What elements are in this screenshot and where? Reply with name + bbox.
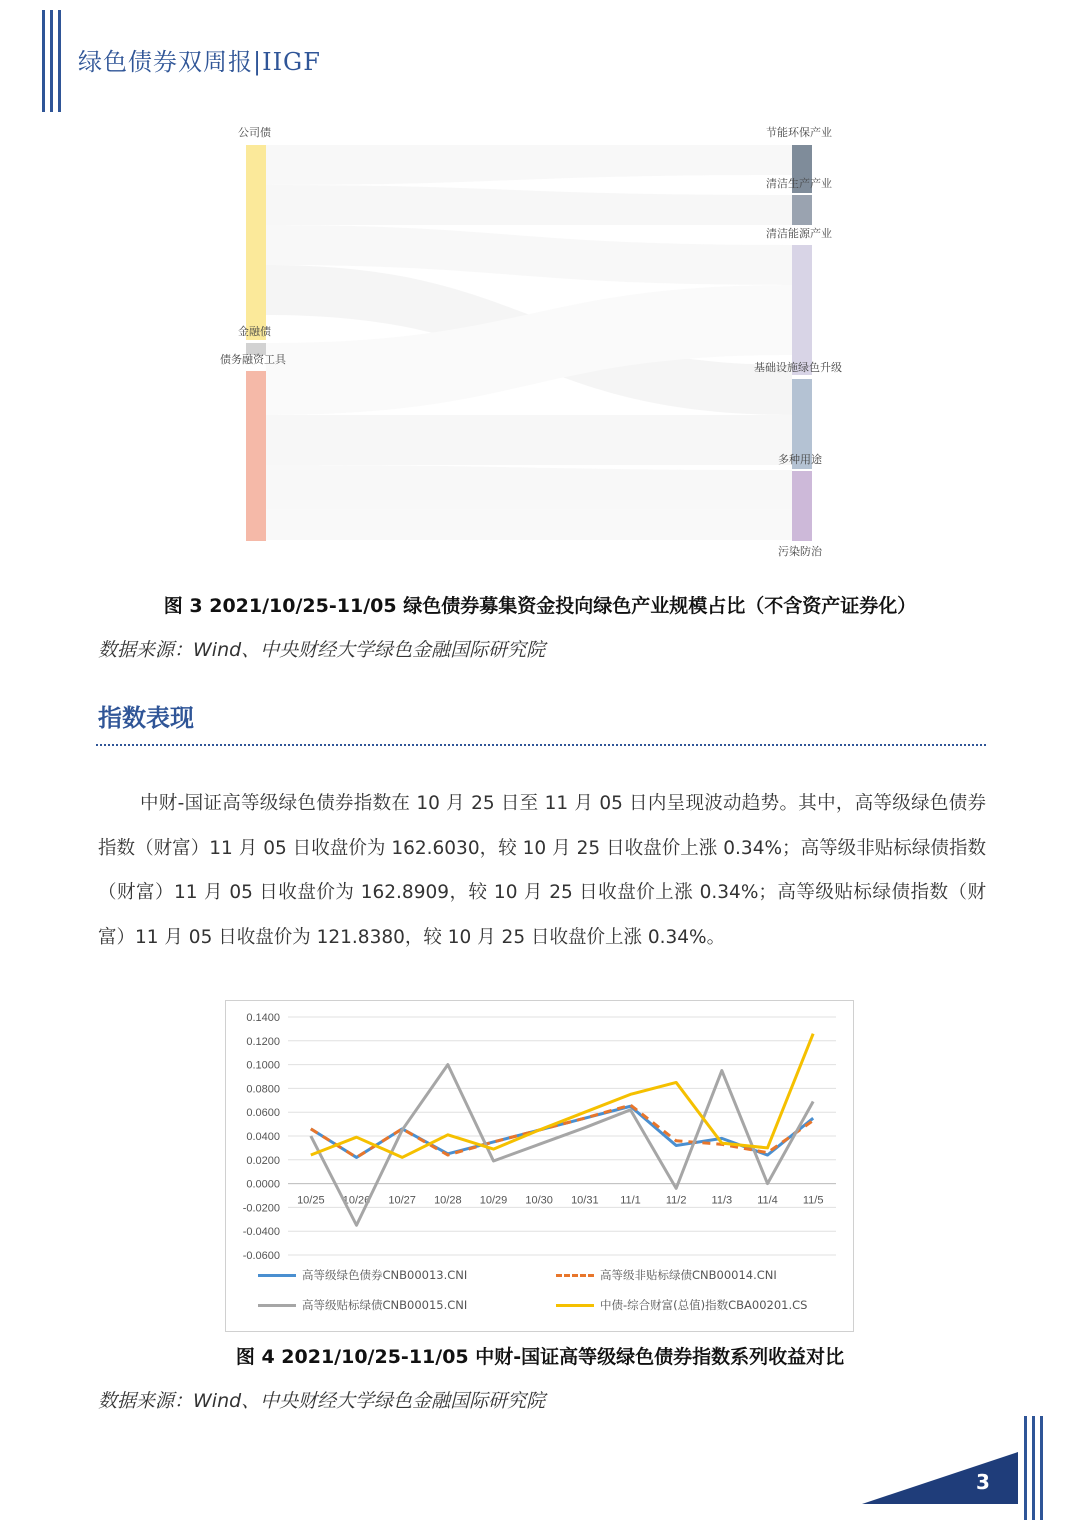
legend-label: 中债-综合财富(总值)指数CBA00201.CS: [600, 1298, 808, 1312]
y-tick-label: -0.0600: [242, 1250, 280, 1262]
legend-label: 高等级绿色债券CNB00013.CNI: [302, 1268, 468, 1282]
header-title: 绿色债券双周报|IIGF: [78, 48, 321, 76]
figure3-caption: 图 3 2021/10/25-11/05 绿色债券募集资金投向绿色产业规模占比（不含资产证券化）: [163, 595, 917, 617]
legend-item: [556, 1297, 807, 1313]
sankey-label-target: 污染防治: [778, 545, 822, 558]
footer-bar-2: [1032, 1416, 1035, 1520]
header-bar-2: [50, 10, 53, 112]
y-tick-label: 0.0800: [246, 1083, 280, 1096]
header-bar-3: [58, 10, 61, 112]
x-tick-label: 11/2: [665, 1194, 687, 1207]
legend-swatch: [258, 1274, 296, 1277]
legend-item: [258, 1297, 467, 1313]
sankey-label-target: 清洁能源产业: [766, 227, 832, 240]
y-tick-label: 0.0200: [246, 1154, 280, 1167]
sankey-node-jichusheshi: [792, 245, 812, 375]
y-tick-label: 0.1400: [246, 1012, 280, 1024]
figure4-source: 数据来源：Wind、中央财经大学绿色金融国际研究院: [98, 1390, 546, 1412]
sankey-label-target: 基础设施绿色升级: [754, 361, 842, 374]
sankey-node-wuranfangzhi: [792, 471, 812, 541]
section-title: 指数表现: [98, 704, 194, 732]
x-tick-label: 10/29: [479, 1194, 508, 1207]
legend-item: [258, 1267, 467, 1283]
sankey-node-zhaiwurongzi: [246, 371, 266, 541]
y-tick-label: 0.1200: [246, 1035, 280, 1048]
sankey-diagram: [210, 115, 870, 570]
legend-swatch: [556, 1304, 594, 1307]
sankey-node-qingjieshengchan: [792, 195, 812, 225]
legend-swatch: [556, 1274, 594, 1277]
figure3-source: 数据来源：Wind、中央财经大学绿色金融国际研究院: [98, 639, 546, 661]
sankey-label-source: 金融债: [238, 325, 271, 338]
sankey-label-source: 公司债: [238, 126, 271, 139]
sankey-label-target: 多种用途: [778, 453, 822, 466]
sankey-node-gongsizhai: [246, 145, 266, 340]
sankey-label-target: 节能环保产业: [766, 126, 832, 139]
x-tick-label: 10/27: [388, 1194, 416, 1207]
y-tick-label: 0.0000: [246, 1178, 280, 1191]
header-bar-1: [42, 10, 45, 112]
x-tick-label: 10/28: [434, 1194, 462, 1207]
line-chart: [225, 1000, 854, 1332]
y-tick-label: 0.0600: [246, 1107, 280, 1120]
figure4-caption: 图 4 2021/10/25-11/05 中财-国证高等级绿色债券指数系列收益对比: [235, 1346, 845, 1368]
x-tick-label: 10/30: [525, 1194, 553, 1207]
footer-bar-1: [1024, 1416, 1027, 1520]
y-tick-label: 0.0400: [246, 1131, 280, 1143]
y-tick-label: -0.0400: [242, 1226, 280, 1239]
legend-label: 高等级非贴标绿债CNB00014.CNI: [600, 1268, 777, 1282]
x-tick-label: 10/31: [571, 1194, 599, 1207]
y-tick-label: 0.1000: [246, 1059, 280, 1072]
x-tick-label: 11/3: [711, 1194, 733, 1207]
sankey-label-source: 债务融资工具: [220, 353, 286, 366]
x-tick-label: 10/25: [297, 1194, 325, 1207]
legend-swatch: [258, 1304, 296, 1307]
legend-label: 高等级贴标绿债CNB00015.CNI: [302, 1298, 468, 1312]
x-tick-label: 10/26: [342, 1194, 371, 1207]
footer-bar-3: [1040, 1416, 1043, 1520]
sankey-label-target: 清洁生产产业: [766, 177, 832, 190]
x-tick-label: 11/4: [757, 1194, 778, 1207]
section-divider: [96, 744, 986, 746]
legend-item: [556, 1267, 777, 1283]
body-paragraph: 中财-国证高等级绿色债券指数在 10 月 25 日至 11 月 05 日内呈现波动趋势。其中，高等级绿色债券指数（财富）11 月 05 日收盘价为 162.6030，较 10 月 25 日收盘价上涨 0.34%；高等级非贴标绿债指数（财富）11 月 05 日收盘价为 162.8909，较 10 月 25 日收盘价上涨 0.34%；高等级贴标绿债指数（财富）11 月 05 日收盘价为 121.8380，较 10 月 25 日收盘价上涨 0.34%。: [98, 793, 986, 948]
x-tick-label: 11/5: [802, 1194, 824, 1207]
x-tick-label: 11/1: [620, 1194, 641, 1207]
y-tick-label: -0.0200: [242, 1202, 280, 1215]
page-number: 3: [976, 1470, 990, 1494]
